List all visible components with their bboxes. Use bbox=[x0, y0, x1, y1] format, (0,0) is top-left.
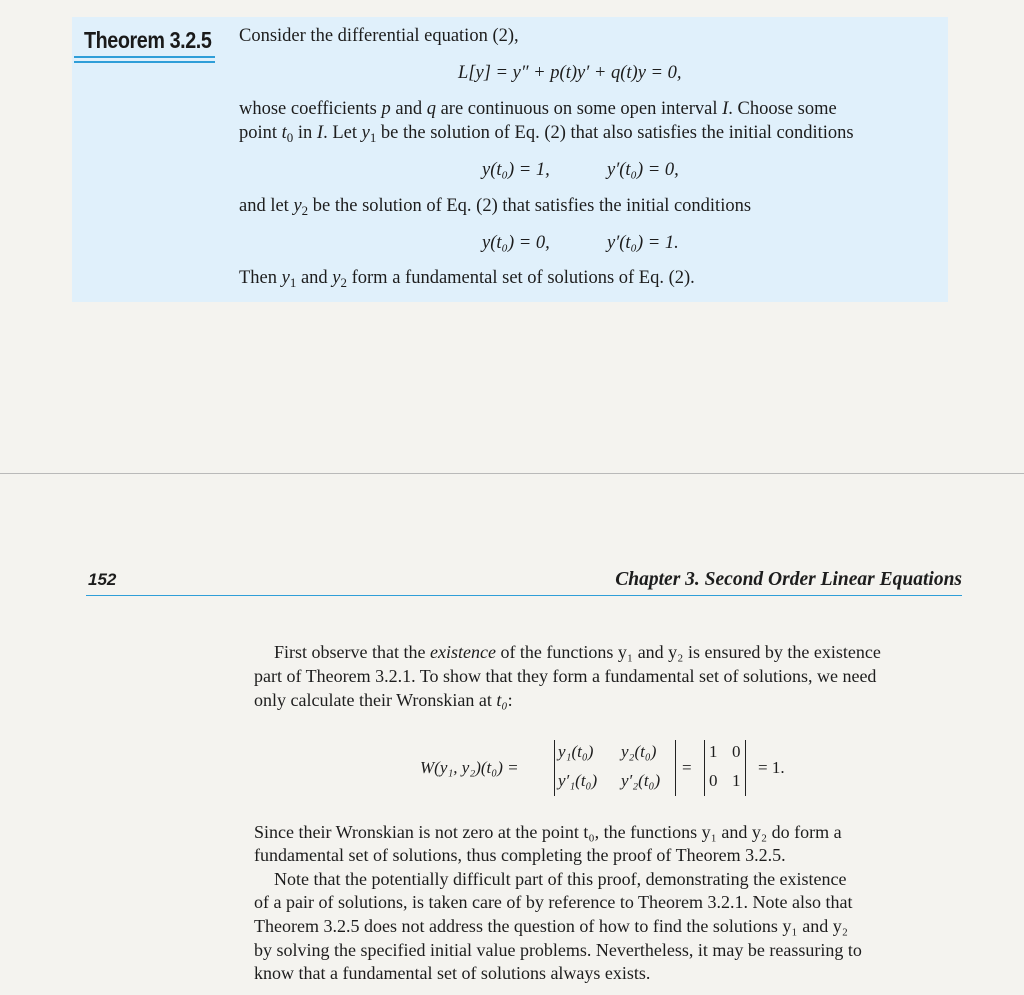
proof-paragraph-1-line-3: only calculate their Wronskian at t₀: bbox=[254, 690, 513, 710]
proof-paragraph-3-line-4: by solving the specified initial value problems. Nevertheless, it may be reassuring to bbox=[254, 940, 862, 960]
initial-condition-2b: y′(t₀) = 1. bbox=[607, 233, 679, 253]
theorem-label: Theorem 3.2.5 bbox=[84, 27, 212, 53]
det-cell: y′₁(t₀) bbox=[558, 771, 598, 790]
chapter-title: Chapter 3. Second Order Linear Equations bbox=[615, 569, 962, 590]
theorem-line-4: and let $y_2$ be the solution of Eq. (2) that satisfies the initial conditions bbox=[239, 196, 752, 218]
det-cell: y₁(t₀) bbox=[558, 742, 594, 761]
det-cell: 1 bbox=[732, 771, 741, 790]
wronskian-lhs: W(y₁, y₂)(t₀) = bbox=[420, 758, 519, 777]
det-cell: 0 bbox=[709, 771, 718, 790]
theorem-conclusion: Then $y_1$ and $y_2$ form a fundamental set of solutions of Eq. (2). bbox=[239, 268, 695, 290]
det-cell: y₂(t₀) bbox=[621, 742, 657, 761]
wronskian-result: = 1. bbox=[758, 758, 785, 777]
identity-determinant bbox=[704, 740, 746, 796]
theorem-line-3: point $t_0$ in I. Let $y_1$ be the solution of Eq. (2) that also satisfies the initial conditions bbox=[239, 123, 854, 145]
proof-paragraph-1-line-1: First observe that the existence of the functions y₁ and y₂ is ensured by the existence bbox=[274, 642, 881, 662]
page-divider bbox=[0, 473, 1024, 474]
theorem-line-2: whose coefficients p and q are continuous on some open interval I. Choose some bbox=[239, 99, 837, 119]
page-number: 152 bbox=[88, 570, 117, 589]
wronskian-equation bbox=[420, 738, 820, 800]
equals-sign: = bbox=[682, 758, 692, 777]
proof-paragraph-1-line-2: part of Theorem 3.2.1. To show that they form a fundamental set of solutions, we need bbox=[254, 666, 877, 686]
theorem-label-underline-double bbox=[74, 61, 215, 63]
proof-paragraph-3-line-3: Theorem 3.2.5 does not address the question of how to find the solutions y₁ and y₂ bbox=[254, 916, 848, 936]
theorem-label-underline bbox=[74, 56, 215, 58]
det-cell: y′₂(t₀) bbox=[621, 771, 661, 790]
header-rule bbox=[86, 595, 962, 596]
theorem-line-1: Consider the differential equation (2), bbox=[239, 26, 519, 46]
initial-condition-1b: y′(t₀) = 0, bbox=[607, 160, 679, 180]
det-cell: 1 bbox=[709, 742, 718, 761]
proof-paragraph-2-line-1: Since their Wronskian is not zero at the point t₀, the functions y₁ and y₂ do form a bbox=[254, 822, 842, 842]
proof-paragraph-3-line-2: of a pair of solutions, is taken care of by reference to Theorem 3.2.1. Note also that bbox=[254, 892, 853, 912]
proof-paragraph-3-line-1: Note that the potentially difficult part of this proof, demonstrating the existence bbox=[274, 869, 847, 889]
wronskian-determinant bbox=[554, 740, 676, 796]
initial-condition-2a: y(t₀) = 0, bbox=[482, 233, 550, 253]
proof-paragraph-3-line-5: know that a fundamental set of solutions always exists. bbox=[254, 963, 651, 983]
initial-condition-1a: y(t₀) = 1, bbox=[482, 160, 550, 180]
det-cell: 0 bbox=[732, 742, 741, 761]
theorem-equation: L[y] = y″ + p(t)y′ + q(t)y = 0, bbox=[458, 63, 682, 83]
proof-paragraph-2-line-2: fundamental set of solutions, thus completing the proof of Theorem 3.2.5. bbox=[254, 845, 786, 865]
